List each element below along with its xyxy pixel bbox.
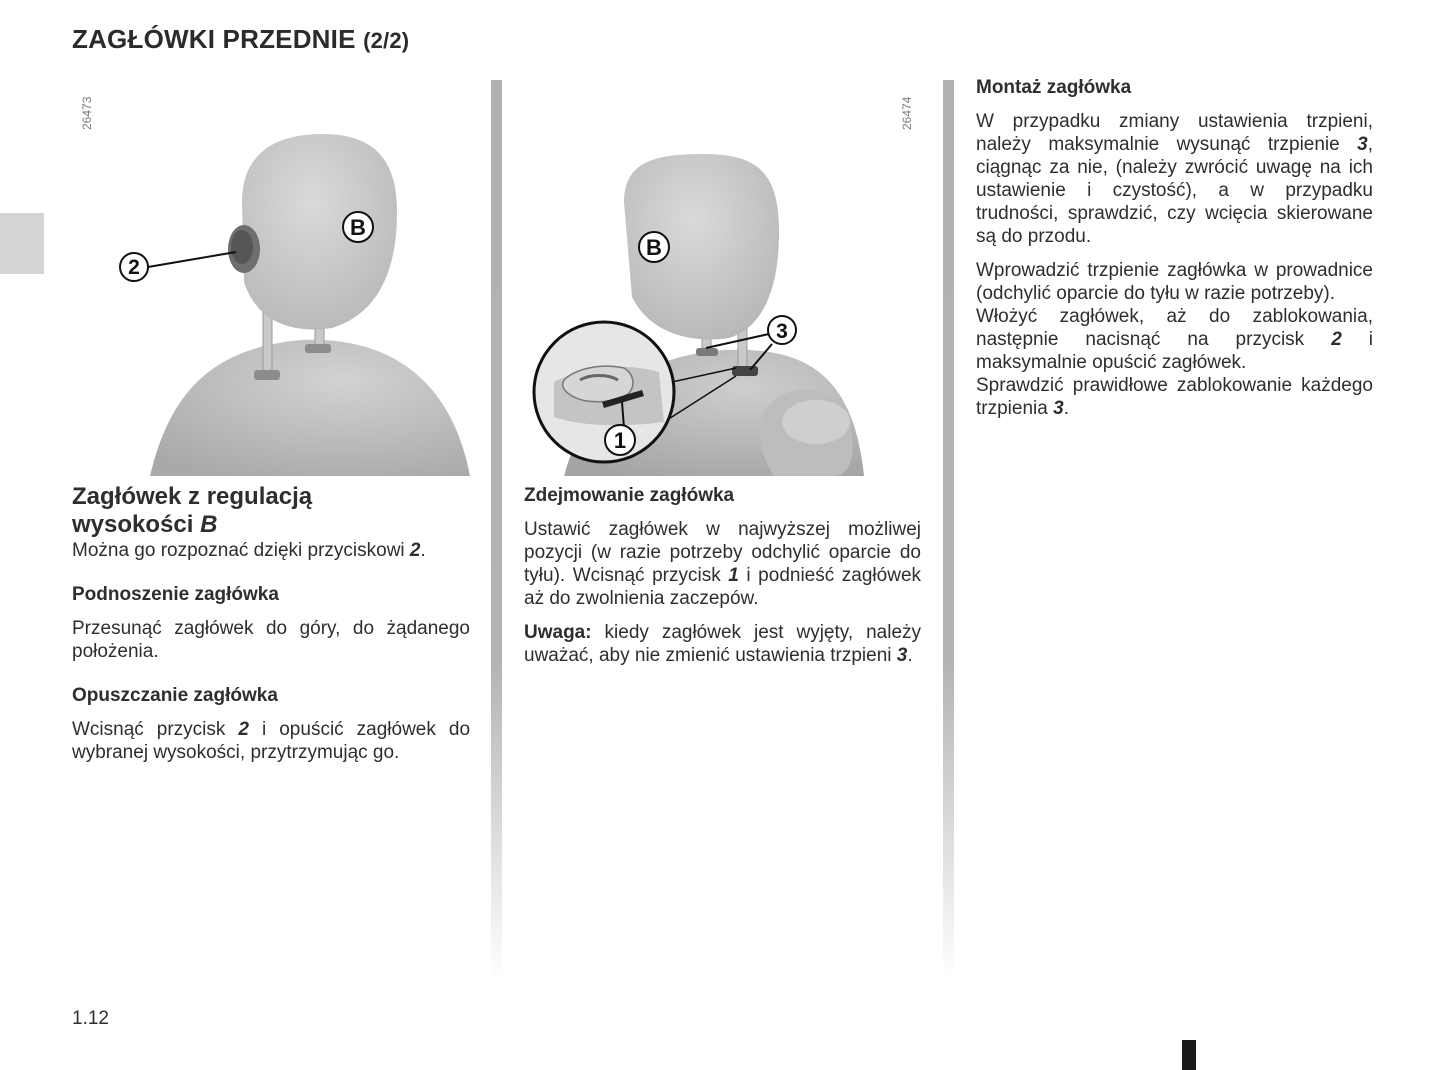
page-title-suffix: (2/2): [363, 28, 410, 53]
section-heading-height-adjustable: Zagłówek z regulacją wysokości B: [72, 483, 313, 538]
callout-1: 1: [613, 428, 627, 453]
column-divider-right: [943, 80, 954, 980]
heading-ref: B: [200, 511, 218, 538]
callout-b: B: [350, 215, 366, 240]
column-left: [72, 483, 470, 764]
headrest-illustration: [72, 82, 472, 478]
column-right: [976, 76, 1373, 420]
note-text: Uwaga: kiedy zagłówek jest wyjęty, należy uważać, aby nie zmienić ustawienia trzpieni 3.: [524, 622, 922, 666]
remove-heading: Zdejmowanie zagłówka: [524, 485, 735, 506]
callout-2: 2: [128, 256, 140, 279]
mount-heading: Montaż zagłówka: [976, 77, 1132, 98]
raise-text: Przesunąć zagłówek do góry, do żądanego położenia.: [72, 618, 470, 662]
intro-text: Można go rozpoznać dzięki przyciskowi 2.: [72, 540, 426, 561]
headrest-removal-illustration: [524, 82, 924, 478]
mount-text-3: Włożyć zagłówek, aż do zablokowania, następnie nacisnąć na przycisk 2 i maksymalnie opuścić zagłówek.: [976, 306, 1374, 373]
headrest-figure-left: [72, 82, 472, 478]
page-number: 1.12: [72, 1008, 109, 1029]
raise-heading: Podnoszenie zagłówka: [72, 584, 279, 605]
lower-text: Wcisnąć przycisk 2 i opuścić zagłówek do wybranej wysokości, przytrzymując go.: [72, 719, 471, 763]
column-middle: [524, 484, 921, 667]
column-divider-left: [491, 80, 502, 980]
mount-text-1: W przypadku zmiany ustawienia trzpieni, należy maksymalnie wysunąć trzpienie 3, ciągnąc za nie, (należy zwrócić uwagę na ich ustawienie i czystość), a w przypadku trudności, sprawdzić, czy wcięcia skierowane są do przodu.: [976, 111, 1373, 247]
figure-code: 26474: [900, 96, 914, 130]
mount-text-4: Sprawdzić prawidłowe zablokowanie każdego trzpienia 3.: [976, 375, 1373, 419]
headrest-figure-middle: [524, 82, 924, 478]
callout-b: B: [646, 235, 662, 260]
lower-heading: Opuszczanie zagłówka: [72, 685, 278, 706]
mount-text-2: Wprowadzić trzpienie zagłówka w prowadnice (odchylić oparcie do tyłu w razie potrzeby).: [976, 260, 1373, 304]
figure-code: 26473: [80, 96, 94, 130]
page-title: ZAGŁÓWKI PRZEDNIE (2/2): [72, 24, 410, 54]
chapter-tab: [0, 213, 44, 274]
page-end-marker: [1182, 1040, 1196, 1070]
callout-3: 3: [776, 320, 788, 343]
remove-text: Ustawić zagłówek w najwyższej możliwej pozycji (w razie potrzeby odchylić oparcie do tyłu). Wcisnąć przycisk 1 i podnieść zagłówek aż do zwolnienia zaczepów.: [524, 519, 922, 609]
